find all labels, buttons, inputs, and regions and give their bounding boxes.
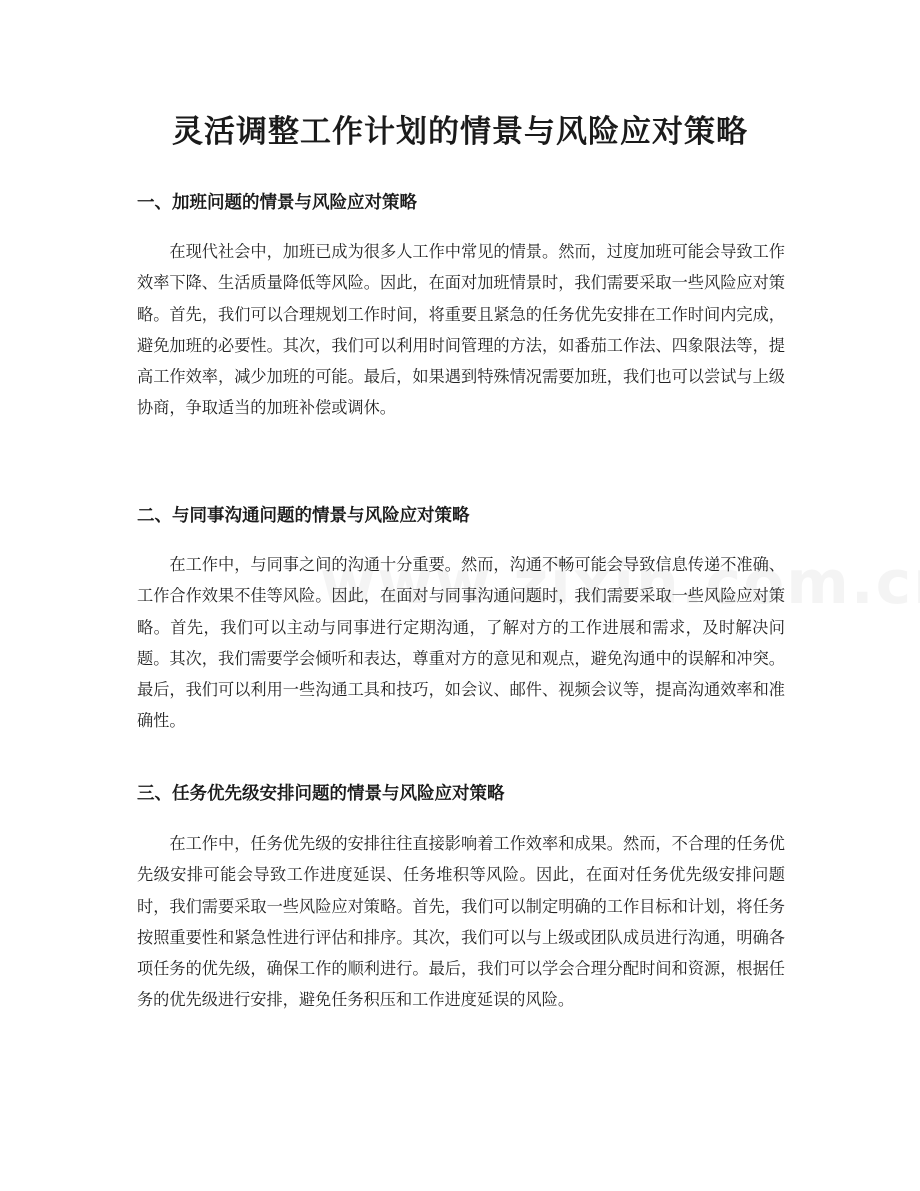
page-title: 灵活调整工作计划的情景与风险应对策略 — [172, 114, 748, 150]
section-heading-3: 三、任务优先级安排问题的情景与风险应对策略 — [137, 784, 505, 804]
section-paragraph-1: 在现代社会中，加班已成为很多人工作中常见的情景。然而，过度加班可能会导致工作效率下降、生活质量降低等风险。因此，在面对加班情景时，我们需要采取一些风险应对策略。首先，我们可以合理规划工作时间，将重要且紧急的任务优先安排在工作时间内完成，避免加班的必要性。其次，我们可以利用时间管理的方法，如番茄工作法、四象限法等，提高工作效率，减少加班的可能。最后，如果遇到特殊情况需要加班，我们也可以尝试与上级协商，争取适当的加班补偿或调休。 — [137, 242, 785, 418]
section-heading-1: 一、加班问题的情景与风险应对策略 — [137, 193, 417, 213]
section-paragraph-2: 在工作中，与同事之间的沟通十分重要。然而，沟通不畅可能会导致信息传递不准确、工作合作效果不佳等风险。因此，在面对与同事沟通问题时，我们需要采取一些风险应对策略。首先，我们可以主动与同事进行定期沟通，了解对方的工作进展和需求，及时解决问题。其次，我们需要学会倾听和表达，尊重对方的意见和观点，避免沟通中的误解和冲突。最后，我们可以利用一些沟通工具和技巧，如会议、邮件、视频会议等，提高沟通效率和准确性。 — [137, 555, 785, 731]
section-heading-2: 二、与同事沟通问题的情景与风险应对策略 — [137, 506, 470, 526]
section-paragraph-3: 在工作中，任务优先级的安排往往直接影响着工作效率和成果。然而，不合理的任务优先级安排可能会导致工作进度延误、任务堆积等风险。因此，在面对任务优先级安排问题时，我们需要采取一些风险应对策略。首先，我们可以制定明确的工作目标和计划，将任务按照重要性和紧急性进行评估和排序。其次，我们可以与上级或团队成员进行沟通，明确各项任务的优先级，确保工作的顺利进行。最后，我们可以学会合理分配时间和资源，根据任务的优先级进行安排，避免任务积压和工作进度延误的风险。 — [137, 834, 785, 1010]
